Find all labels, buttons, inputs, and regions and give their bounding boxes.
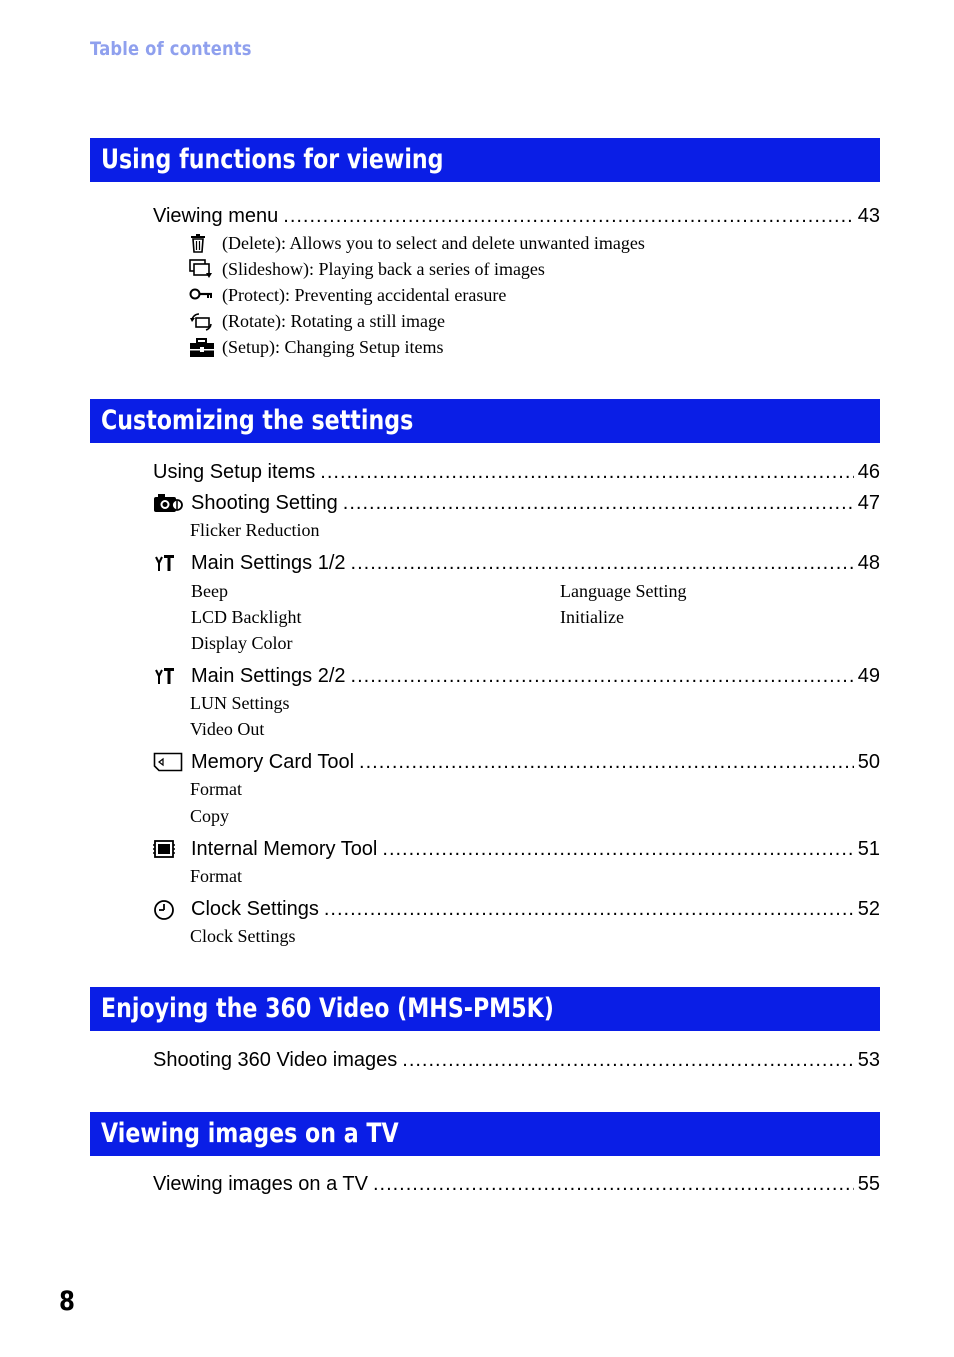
main-settings-icon — [153, 553, 183, 577]
subitem: Initialize — [560, 607, 624, 627]
subitem: Display Color — [191, 633, 293, 653]
clock-icon — [153, 899, 183, 923]
internal-memory-icon — [153, 838, 183, 862]
subitem-rotate: (Rotate): Rotating a still image — [222, 311, 445, 331]
rotate-icon — [189, 312, 215, 332]
section-title: Enjoying the 360 Video (MHS-PM5K) — [101, 993, 554, 1024]
subitem-delete: (Delete): Allows you to select and delete unwanted images — [222, 233, 645, 253]
subitem: Clock Settings — [190, 926, 296, 946]
subitem: Format — [190, 866, 242, 886]
memory-card-icon — [153, 752, 183, 776]
toolbox-icon — [189, 338, 215, 358]
toc-entry-main-settings-2[interactable]: Main Settings 2/2 ..... 49 — [191, 663, 880, 689]
subitem: Language Setting — [560, 581, 687, 601]
toc-entry-shooting-360-video[interactable]: Shooting 360 Video images ..... 53 — [153, 1047, 880, 1073]
section-title: Viewing images on a TV — [101, 1118, 399, 1149]
main-settings-icon — [153, 666, 183, 690]
toc-entry-using-setup-items[interactable]: Using Setup items ..... 46 — [153, 459, 880, 485]
subitem: Video Out — [190, 719, 265, 739]
section-title: Using functions for viewing — [101, 144, 444, 175]
toc-entry-clock-settings[interactable]: Clock Settings ..... 52 — [191, 896, 880, 922]
subitem: LCD Backlight — [191, 607, 302, 627]
toc-entry-main-settings-1[interactable]: Main Settings 1/2 ..... 48 — [191, 550, 880, 576]
camera-settings-icon — [153, 492, 183, 516]
key-icon — [189, 286, 215, 306]
page-number: 8 — [59, 1286, 75, 1317]
toc-entry-shooting-setting[interactable]: Shooting Setting ..... 47 — [191, 490, 880, 516]
subitem-slideshow: (Slideshow): Playing back a series of images — [222, 259, 545, 279]
toc-entry-viewing-on-tv[interactable]: Viewing images on a TV ..... 55 — [153, 1171, 880, 1197]
section-title: Customizing the settings — [101, 405, 414, 436]
trash-icon — [189, 233, 215, 253]
toc-entry-viewing-menu[interactable]: Viewing menu ..... 43 — [153, 203, 880, 229]
subitem: Flicker Reduction — [190, 520, 320, 540]
table-of-contents-link[interactable]: Table of contents — [90, 38, 252, 60]
section-heading-customizing — [90, 399, 880, 443]
section-heading-viewing-on-tv — [90, 1112, 880, 1156]
section-heading-360-video — [90, 987, 880, 1031]
subitem-protect: (Protect): Preventing accidental erasure — [222, 285, 507, 305]
toc-entry-memory-card-tool[interactable]: Memory Card Tool ..... 50 — [191, 749, 880, 775]
slideshow-icon — [189, 259, 215, 279]
subitem-setup: (Setup): Changing Setup items — [222, 337, 444, 357]
subitem: Format — [190, 779, 242, 799]
toc-entry-internal-memory-tool[interactable]: Internal Memory Tool ..... 51 — [191, 836, 880, 862]
section-heading-viewing-functions — [90, 138, 880, 182]
subitem: LUN Settings — [190, 693, 290, 713]
subitem: Beep — [191, 581, 228, 601]
subitem: Copy — [190, 806, 230, 826]
